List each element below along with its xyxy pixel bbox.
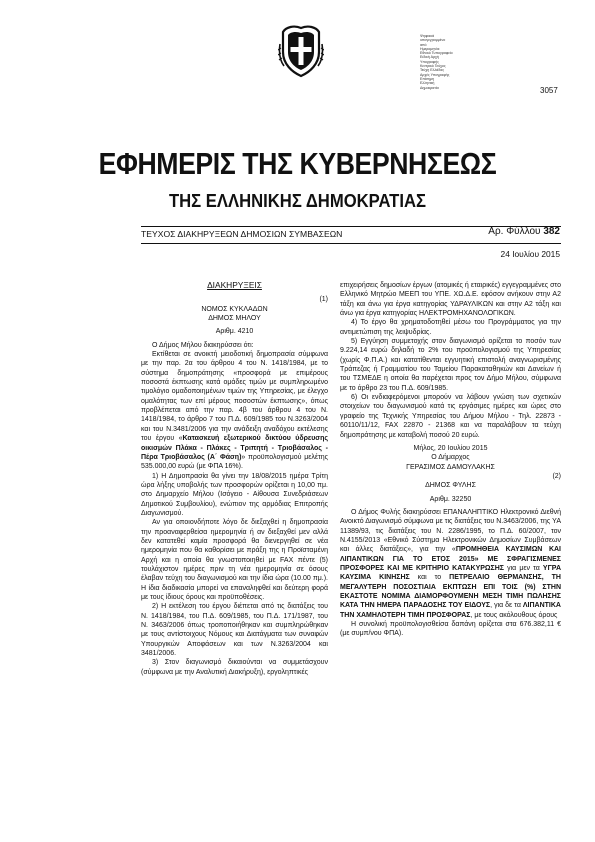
signatory-name: ΓΕΡΑΣΙΜΟΣ ΔΑΜΟΥΛΑΚΗΣ <box>406 463 495 471</box>
sheet-label: Αρ. Φύλλου <box>488 226 541 237</box>
text-span: και το <box>409 574 450 582</box>
bold-span: ΠΡΟΜΗΘΕΙΑ ΚΑΥΣΙΜΩΝ ΚΑΙ ΛΙΠΑΝΤΙΚΩΝ ΓΙΑ ΤΟ ΕΤΟΣ 2015» ΜΕ ΣΦΡΑΓΙΣΜΕΝΕΣ ΠΡΟΣΦΟΡΕΣ ΚΑΙ ΜΕ ΚΡΙΤΗΡΙΟ ΚΑΤΑΚΥΡΩΣΗΣ <box>340 546 561 572</box>
paragraph: Ο Δήμος Μήλου διακηρύσσει ότι: <box>152 341 254 349</box>
bold-span: ΛΙΠΑΝΤΙΚΑ ΤΗΝ ΧΑΜΗΛΟΤΕΡΗ ΤΙΜΗ ΠΡΟΣΦΟΡΑΣ <box>340 602 561 619</box>
page-number: 3057 <box>540 86 558 95</box>
reference-number: Αριθμ. 32250 <box>429 495 472 503</box>
place-date: Μήλος, 20 Ιουλίου 2015 <box>413 444 488 452</box>
paragraph: 2) Η εκτέλεση του έργου διέπεται από τις διατάξεις του Ν. 1418/1984, του Π.Δ. 609/1985, του Π.Δ. 171/1987, του Ν. 3463/2006 όπως τροποποιήθηκαν και συμπληρώθηκαν με τους αντίστοιχους Νόμους και Διατάγματα των συναφών Υπουργικών Αποφάσεων και των Ν.3263/2004 και 3481/2006. <box>141 603 328 658</box>
paragraph: 6) Οι ενδιαφερόμενοι μπορούν να λάβουν γνώση των σχετικών στοιχείων του διαγωνισμού κατά τις εργάσιμες ημέρες και ώρες στο γραφείο της Τεχνικής Υπηρεσίας του Δήμου Μήλου - Τηλ. 22873 - 60110/11/12, FAX 22870 - 21368 και να παραλάβουν τα τεύχη δημοπράτησης με καταβολή ποσού 20 ευρώ. <box>340 394 561 439</box>
paragraph <box>141 350 328 471</box>
paragraph: Η συνολική προϋπολογισθείσα δαπάνη ορίζεται στα 676.382,11 € (με συμπ/νου ΦΠΑ). <box>340 621 561 638</box>
gazette-title: ΕΦΗΜΕΡΙΣ ΤΗΣ ΚΥΒΕΡΝΗΣΕΩΣ <box>98 146 497 181</box>
text-span: Εκτίθεται σε ανοικτή μειοδοτική δημοπρασία σύμφωνα με την παρ. 2α του άρθρου 4 του Ν. 1418/1984, με το σύστημα δημοπράτησης «προσφορά με επιμέρους ποσοστά έκπτωσης κατά ομάδες τιμών με συμπληρωμένο τιμολόγιο ομαδοποιημένων τιμών της Υπηρεσίας, με έλεγχο ομαλότητας των επί μέρους ποσοστών έκπτωσης», όπως προβλέπεται από την παρ. 4β του άρθρου 4 του Ν. 1418/1984, το άρθρο 7 του Π.Δ. 609/1985 του Ν.3263/2004 και του Ν.3481/2006 για την ανάδειξη αναδόχου εκτέλεσης του έργου « <box>141 351 328 443</box>
bold-span: ΥΓΡΑ ΚΑΥΣΙΜΑ ΚΙΝΗΣΗΣ <box>340 564 562 582</box>
greek-coat-of-arms-icon <box>278 24 324 78</box>
bold-span: ΠΕΤΡΕΛΑΙΟ ΘΕΡΜΑΝΣΗΣ, ΤΗ ΜΕΓΑΛΥΤΕΡΗ ΠΟΣΟΣΤΙΑΙΑ ΕΚΠΤΩΣΗ ΕΠΙ ΤΟΙΣ (%) ΣΤΗΝ ΕΚΑΣΤΟΤΕ ΝΟΜΙΜΑ ΔΙΑΜΟΡΦΟΥΜΕΝΗ ΜΕΣΗ ΤΙΜΗ ΠΩΛΗΣΗΣ ΚΑΤΑ ΤΗΝ ΗΜΕΡΑ ΠΑΡΑΔΟΣΗΣ ΤΟΥ ΕΙΔΟΥΣ <box>340 574 561 610</box>
text-span: , με τους ακόλουθους όρους <box>470 611 558 619</box>
paragraph <box>340 508 561 620</box>
right-column <box>340 281 561 639</box>
text-span: για μεν τα <box>503 564 543 572</box>
issue-name: ΤΕΥΧΟΣ ΔΙΑΚΗΡΥΞΕΩΝ ΔΗΜΟΣΙΩΝ ΣΥΜΒΑΣΕΩΝ <box>141 229 343 239</box>
header-rule-bottom <box>141 243 561 244</box>
text-span: Ο Δήμος Φυλής διακηρύσσει ΕΠΑΝΑΛΗΠΤΙΚΟ Ηλεκτρονικό Διεθνή Ανοικτό Διαγωνισμό σύμφωνα με τις διατάξεις του Ν.3463/2006, της ΥΑ 11389/93, τις διατάξεις του Ν. 2286/1995, το Π.Δ. 60/2007, τον Ν.4155/2013 «Εθνικό Σύστημα Ηλεκτρονικών Δημοσίων Συμβάσεων και άλλες διατάξεις», για την « <box>340 508 561 554</box>
reference-number: Αριθμ. 4210 <box>215 328 254 336</box>
gazette-subtitle: ΤΗΣ ΕΛΛΗΝΙΚΗΣ ΔΗΜΟΚΡΑΤΙΑΣ <box>168 190 427 211</box>
announcement-number: (1) <box>319 296 328 304</box>
left-column <box>141 281 328 677</box>
section-heading: ΔΙΑΚΗΡΥΞΕΙΣ <box>207 280 262 290</box>
paragraph: 4) Το έργο θα χρηματοδοτηθεί μέσω του Προγράμματος για την αντιμετώπιση της λειψυδρίας. <box>340 319 561 336</box>
paragraph: 5) Εγγύηση συμμετοχής στον διαγωνισμό ορίζεται το ποσόν των 9.224,14 ευρώ δηλαδή το 2% του προϋπολογισμού της Υπηρεσίας (χωρίς Φ.Π.Α.) και κατατίθενται εγγυητική επιστολή αναγνωρισμένης Τράπεζας ή Γραμματίου του Ταμείου Παρακαταθηκών και Δανείων ή του ΤΣΜΕΔΕ η οποία θα παρέχεται προς τον Δήμο Μήλου, σύμφωνα με το άρθρο 23 του Π.Δ. 609/1985. <box>340 338 561 392</box>
digital-signature-stamp: Ψηφιακά υπογεγραμμένο από Ημερομηνία: Εθνικό Τυπογραφείο Ειδική Αρχή Υπογραφής Κεντρικό Τεύχος Τεύχη Ελλάδας Αρχές Υπογραφής Επίσημη Ελληνική Δημοκρατία <box>420 34 453 90</box>
paragraph: 1) Η Δημοπρασία θα γίνει την 18/08/2015 ημέρα Τρίτη ώρα λήξης υποβολής των προσφορών ορίζεται η 10,00 πμ. στο Δημαρχείο Μήλου (Ισόγειο - Αίθουσα Συνεδριάσεων Δημοτικού Συμβουλίου), ενώπιον της αρμόδιας Επιτροπής Διαγωνισμού. <box>141 472 328 517</box>
sheet-number-value: 382 <box>543 226 560 237</box>
paragraph: 3) Στον διαγωνισμό δικαιούνται να συμμετάσχουν (σύμφωνα με την Αναλυτική Διακήρυξη), εργοληπτικές <box>141 659 328 676</box>
municipality-name: ΔΗΜΟΣ ΦΥΛΗΣ <box>425 482 476 490</box>
text-span: , για δε τα <box>490 602 523 610</box>
text-span: » προϋπολογισμού μελέτης 535.000,00 ευρώ (με ΦΠΑ 16%). <box>141 453 328 471</box>
project-title: Κατασκευή εξωτερικού δικτύου ύδρευσης οικισμών Πλάκα - Πλάκες - Τριπητή - Τριοβάσαλος - Πέρα Τριοβάσαλος (Α΄ Φάση) <box>141 435 328 461</box>
announcement-number: (2) <box>552 472 561 480</box>
sheet-number <box>488 226 560 237</box>
paragraph: επιχειρήσεις δημοσίων έργων (ατομικές ή εταιρικές) εγγεγραμμένες στο Ελληνικό Μητρώο ΜΕΕΠ του ΥΠΕ. ΧΩ.Δ.Ε. εφόσον ανήκουν στην Α2 τάξη και άνω για έργα κατηγορίας ΥΔΡΑΥΛΙΚΩΝ και στην Α2 τάξη και άνω για έργα κατηγορίας ΗΛΕΚΤΡΟΜΗΧΑΝΟΛΟΓΙΚΩΝ. <box>340 282 561 318</box>
signatory-role: Ο Δήμαρχος <box>431 454 470 462</box>
prefecture-name: ΝΟΜΟΣ ΚΥΚΛΑΔΩΝ <box>201 305 268 313</box>
issue-date: 24 Ιουλίου 2015 <box>500 249 560 259</box>
paragraph: Αν για οποιονδήποτε λόγο δε διεξαχθεί η δημοπρασία την προαναφερθείσα ημερομηνία ή αν διεξαχθεί μεν αλλά δεν κατατεθεί καμία προσφορά θα διενεργηθεί σε νέα ημερομηνία που θα καθορίσει με πράξη της η Προϊσταμένη Αρχή και η οποία θα γνωστοποιηθεί με FAX πέντε (5) τουλάχιστον ημέρες πριν τη νέα ημερομηνία σε όσους έλαβαν τεύχη του διαγωνισμού και την ίδια ώρα (10.00 πμ.). Η ίδια διαδικασία μπορεί να επαναληφθεί και δεύτερη φορά με τους ίδιους όρους και προϋποθέσεις. <box>141 519 328 601</box>
municipality-name: ΔΗΜΟΣ ΜΗΛΟΥ <box>208 315 261 323</box>
